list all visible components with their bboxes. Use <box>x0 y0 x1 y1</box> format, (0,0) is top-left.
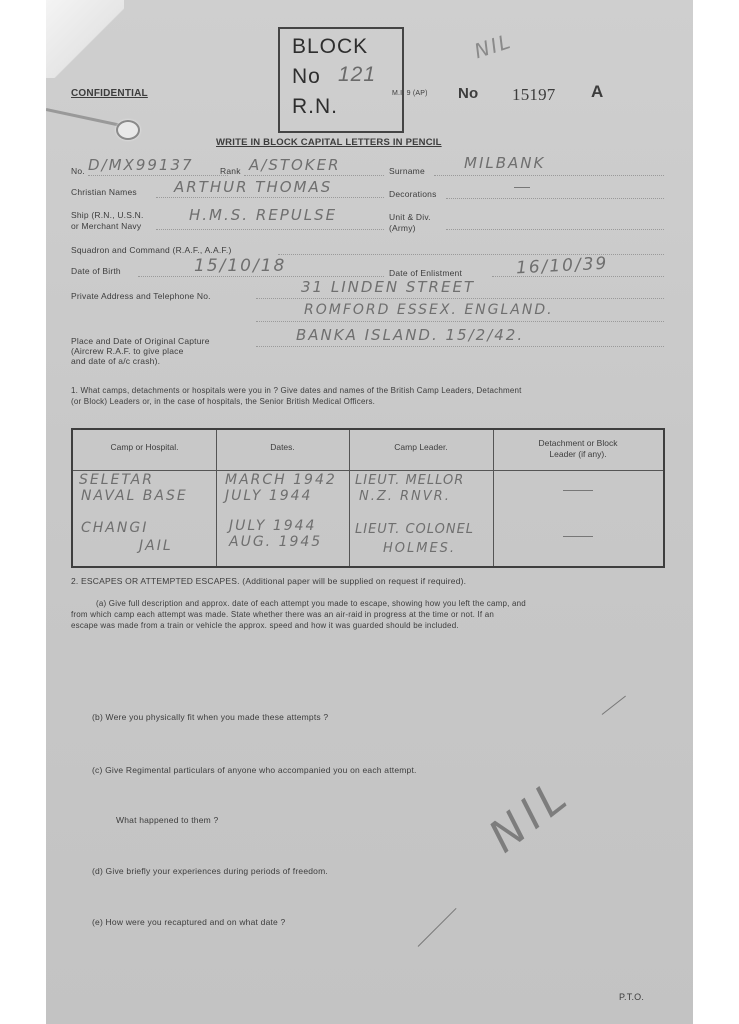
header-camp-leader: Camp Leader. <box>394 442 448 452</box>
header-dates: Dates. <box>270 442 295 452</box>
ship-rule <box>156 229 384 230</box>
answer-2e-stroke <box>418 908 457 947</box>
ship-value: H.M.S. REPULSE <box>189 206 338 224</box>
christian-names-rule <box>156 197 384 198</box>
christian-names-value: ARTHUR THOMAS <box>174 178 333 196</box>
address-rule-1 <box>256 298 664 299</box>
block-stamp <box>278 27 404 133</box>
form-no-value: 15197 <box>512 85 556 104</box>
row2-camp-line2: JAIL <box>139 538 173 554</box>
question-2a-line-3: escape was made from a train or vehicle the approx. speed and how it was guarded should be included. <box>71 621 459 630</box>
stamp-line-block: BLOCK <box>292 35 369 58</box>
question-2e: (e) How were you recaptured and on what date ? <box>92 917 286 927</box>
decorations-label: Decorations <box>389 189 437 199</box>
unit-label-2: (Army) <box>389 223 416 233</box>
capture-label-1: Place and Date of Original Capture <box>71 336 210 346</box>
unit-label-1: Unit & Div. <box>389 212 431 222</box>
tag-string <box>46 108 125 128</box>
row2-date-from: JULY 1944 <box>229 518 317 534</box>
row1-camp-line2: NAVAL BASE <box>81 488 188 504</box>
capture-rule <box>256 346 664 347</box>
rank-value: A/STOKER <box>249 156 341 174</box>
nil-annotation-top: NIL <box>471 28 515 64</box>
decorations-rule <box>446 198 664 199</box>
surname-rule <box>434 175 664 176</box>
row2-date-to: AUG. 1945 <box>229 534 323 550</box>
camps-table <box>71 428 665 568</box>
address-line-1: 31 LINDEN STREET <box>301 278 476 296</box>
stamp-line-no: No <box>292 65 321 88</box>
number-value: D/MX99137 <box>88 156 194 174</box>
unit-rule <box>446 229 664 230</box>
section-2-title: 2. ESCAPES OR ATTEMPTED ESCAPES. (Additional paper will be supplied on request if required). <box>71 576 467 586</box>
dob-rule <box>138 276 384 277</box>
pto-label: P.T.O. <box>619 992 645 1002</box>
form-ref: M.I. 9 (AP) <box>392 90 428 97</box>
question-2a-line-1: (a) Give full description and approx. date of each attempt you made to escape, showing how you left the camp, and <box>96 599 526 608</box>
row2-leader-line2: HOLMES. <box>383 541 457 556</box>
header-camp: Camp or Hospital. <box>110 442 179 452</box>
question-2c: (c) Give Regimental particulars of anyone who accompanied you on each attempt. <box>92 765 417 775</box>
surname-value: MILBANK <box>464 154 546 172</box>
row1-leader-line1: LIEUT. MELLOR <box>355 473 465 488</box>
row2-detachment-dash <box>563 536 593 537</box>
row1-leader-line2: N.Z. RNVR. <box>359 489 451 504</box>
rank-rule <box>244 175 384 176</box>
question-2b: (b) Were you physically fit when you made these attempts ? <box>92 712 329 722</box>
capture-label-2: (Aircrew R.A.F. to give place <box>71 346 184 356</box>
stamp-block-number: 121 <box>338 63 377 86</box>
row1-date-from: MARCH 1942 <box>225 472 337 488</box>
stamp-line-rn: R.N. <box>292 95 338 118</box>
pencil-instruction: WRITE IN BLOCK CAPITAL LETTERS IN PENCIL <box>216 137 442 148</box>
row1-camp-line1: SELETAR <box>79 472 154 488</box>
row1-detachment-dash <box>563 490 593 491</box>
form-no-suffix: A <box>591 82 604 101</box>
rank-label: Rank <box>220 166 241 176</box>
address-line-2: ROMFORD ESSEX. ENGLAND. <box>304 302 554 318</box>
row2-leader-line1: LIEUT. COLONEL <box>355 522 475 537</box>
question-2c-follow-up: What happened to them ? <box>116 815 219 825</box>
form-no-label: No <box>458 85 479 102</box>
address-rule-2 <box>256 321 664 322</box>
surname-label: Surname <box>389 166 425 176</box>
ship-label-1: Ship (R.N., U.S.N. <box>71 210 144 220</box>
header-detachment: Detachment or Block <box>538 438 618 448</box>
dob-label: Date of Birth <box>71 266 121 276</box>
capture-value: BANKA ISLAND. 15/2/42. <box>296 326 525 344</box>
decorations-dash <box>514 187 530 188</box>
number-rule <box>88 175 228 176</box>
capture-label-3: and date of a/c crash). <box>71 356 161 366</box>
punch-hole <box>116 120 140 140</box>
squadron-label: Squadron and Command (R.A.F., A.A.F.) <box>71 245 232 255</box>
question-2d: (d) Give briefly your experiences during periods of freedom. <box>92 866 328 876</box>
ship-label-2: or Merchant Navy <box>71 221 142 231</box>
enlistment-rule <box>492 276 664 277</box>
question-1-line-1: 1. What camps, detachments or hospitals were you in ? Give dates and names of the British Camp Leaders, Detachment <box>71 386 522 395</box>
dob-value: 15/10/18 <box>194 256 287 276</box>
enlistment-label: Date of Enlistment <box>389 268 463 278</box>
row2-camp-line1: CHANGI <box>81 520 149 536</box>
enlistment-value: 16/10/39 <box>515 253 609 279</box>
confidential-label: CONFIDENTIAL <box>71 88 148 99</box>
answer-2b-stroke <box>602 696 626 715</box>
christian-names-label: Christian Names <box>71 187 137 197</box>
nil-annotation-large: NIL <box>479 768 581 863</box>
row1-date-to: JULY 1944 <box>225 488 313 504</box>
question-2a-line-2: from which camp each attempt was made. State whether there was an air-raid in progress at the time or not. If an <box>71 610 495 619</box>
document-page <box>46 0 693 1024</box>
folded-corner <box>46 0 124 78</box>
question-1-line-2: (or Block) Leaders or, in the case of hospitals, the Senior British Medical Officers. <box>71 397 376 406</box>
number-label: No. <box>71 166 85 176</box>
header-leader-if-any: Leader (if any). <box>549 449 607 459</box>
address-label: Private Address and Telephone No. <box>71 291 211 301</box>
